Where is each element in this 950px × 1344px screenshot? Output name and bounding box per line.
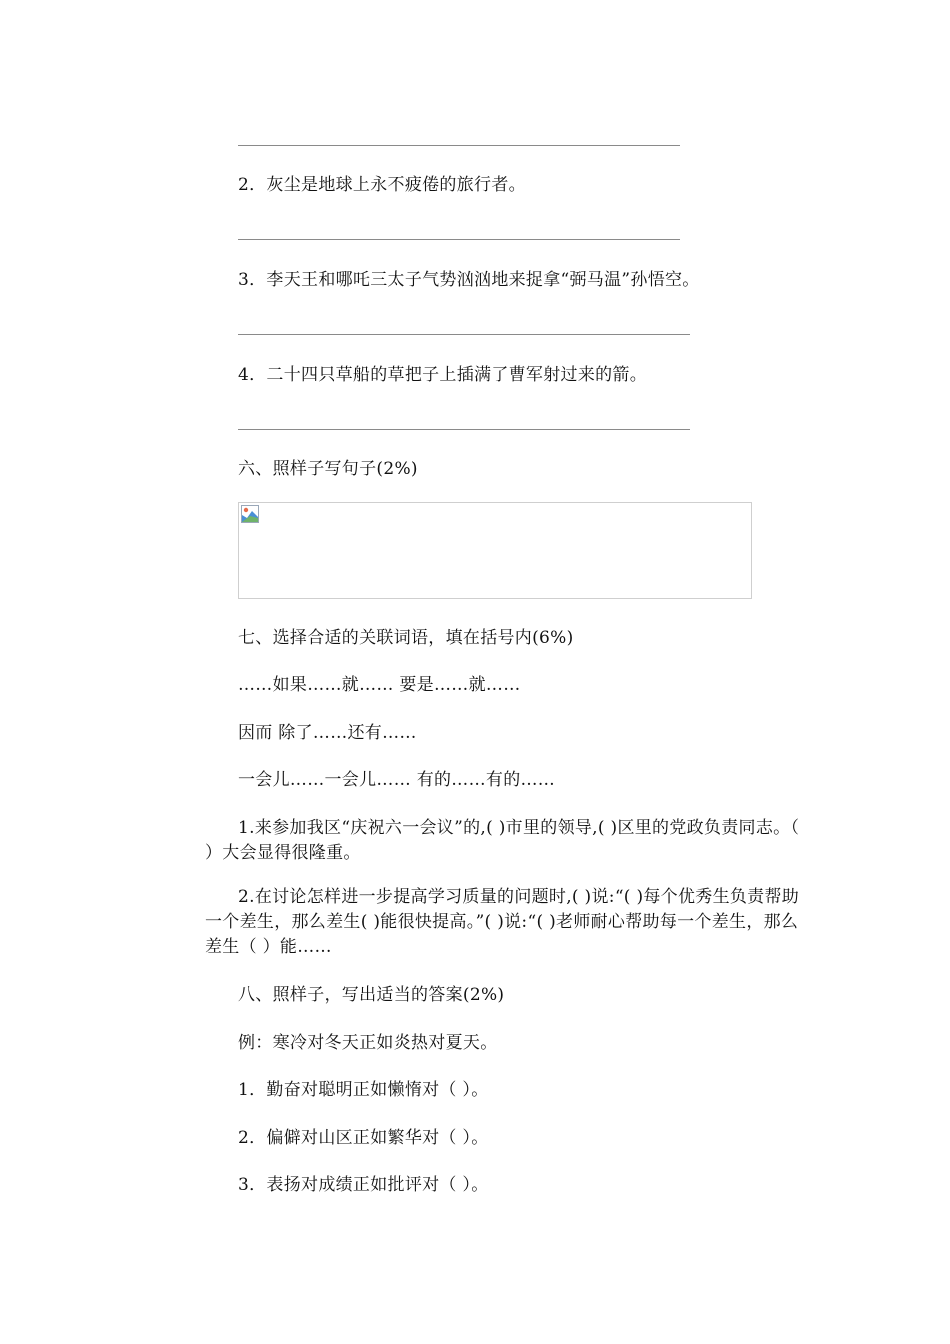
- section5-question-4: 4．二十四只草船的草把子上插满了曹军射过来的箭。: [238, 365, 648, 385]
- section7-question-2: 2.在讨论怎样进一步提高学习质量的问题时,( )说:“( )每个优秀生负责帮助一个差生，那么差生( )能很快提高。”( )说:“( )老师耐心帮助每一个差生，那么差生（ ）能……: [205, 887, 800, 957]
- section6-heading: 六、照样子写句子(2%): [238, 459, 418, 479]
- example-image-placeholder: [238, 502, 752, 599]
- section5-question-2: 2．灰尘是地球上永不疲倦的旅行者。: [238, 175, 526, 195]
- conjunction-options-3: 一会儿……一会儿…… 有的……有的……: [238, 770, 556, 790]
- section5-question-3: 3．李天王和哪吒三太子气势汹汹地来捉拿“弼马温”孙悟空。: [238, 270, 700, 290]
- section7-question-1: 1.来参加我区“庆祝六一会议”的,( )市里的领导,( )区里的党政负责同志。（ ）大会显得很隆重。: [205, 818, 800, 863]
- section8-example: 例：寒冷对冬天正如炎热对夏天。: [238, 1033, 498, 1053]
- broken-image-icon: [241, 505, 259, 523]
- answer-line-2: [238, 239, 680, 240]
- section8-question-2: 2．偏僻对山区正如繁华对（ ）。: [238, 1128, 489, 1148]
- section8-question-1: 1．勤奋对聪明正如懒惰对（ ）。: [238, 1080, 489, 1100]
- conjunction-options-2: 因而 除了……还有……: [238, 723, 417, 743]
- conjunction-options-1: ……如果……就…… 要是……就……: [238, 675, 521, 695]
- section7-heading: 七、选择合适的关联词语，填在括号内(6%): [238, 628, 574, 648]
- answer-line-3: [238, 334, 690, 335]
- answer-line-4: [238, 429, 690, 430]
- answer-line-1: [238, 145, 680, 146]
- section8-heading: 八、照样子，写出适当的答案(2%): [238, 985, 505, 1005]
- section8-question-3: 3．表扬对成绩正如批评对（ ）。: [238, 1175, 489, 1195]
